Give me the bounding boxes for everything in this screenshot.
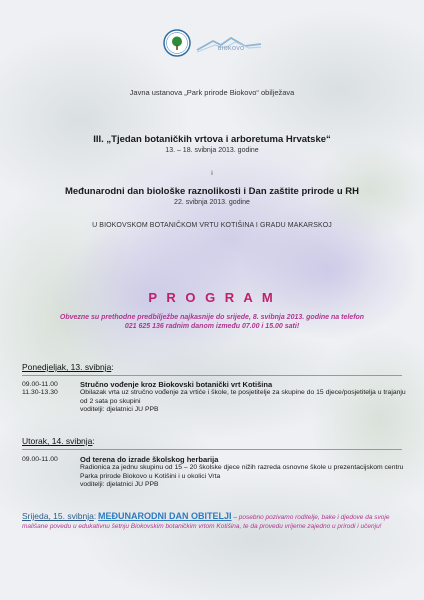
event1-title: III. „Tjedan botaničkih vrtova i arboretuma Hrvatske“ xyxy=(93,134,331,145)
notice-line-2: 021 625 136 radnim danom između 07.00 i 15.00 sati! xyxy=(124,323,300,330)
notice-line-1: Obvezne su prethodne predbilježbe najkasnije do srijede, 8. svibnja 2013. godine na telefon xyxy=(59,314,365,321)
divider xyxy=(22,449,402,450)
day-label-colon: : xyxy=(93,511,97,521)
day-heading-monday xyxy=(22,362,114,372)
activity-details xyxy=(80,381,410,415)
activity-description: Obilazak vrta uz stručno vođenje za vrtiće i škole, te posjetitelje za skupine do 15 djece/posjetitelja u trajanju od 2 sata po skupini xyxy=(80,389,406,405)
activity-leader: voditelji: djelatnici JU PPB xyxy=(80,481,159,489)
intro-line: Javna ustanova „Park prirode Biokovo“ obilježava xyxy=(129,88,295,97)
park-logo-icon xyxy=(162,28,192,58)
activity-title: Stručno vođenje kroz Biokovski botanički vrt Kotišina xyxy=(80,380,273,389)
day-label-colon: : xyxy=(111,362,114,372)
time-slot: 09.00-11.00 xyxy=(22,381,58,388)
logo-bar xyxy=(0,28,424,68)
biokovo-logo-text: BIOKOVO xyxy=(218,46,245,52)
family-day-highlight: MEĐUNARODNI DAN OBITELJI xyxy=(98,511,232,521)
time-slot: 11.30-13.30 xyxy=(22,389,58,397)
time-column xyxy=(22,381,78,398)
activity-leader: voditelji: djelatnici JU PPB xyxy=(80,406,159,414)
time-slot: 09.00-11.00 xyxy=(22,456,58,463)
venue-line: U BIOKOVSKOM BOTANIČKOM VRTU KOTIŠINA I GRADU MAKARSKOJ xyxy=(92,222,332,229)
day-label: Srijeda, 15. svibnja xyxy=(22,511,94,521)
activity-title: Od terena do izrade školskog herbarija xyxy=(80,455,219,464)
registration-notice xyxy=(0,313,424,331)
day-label-colon: : xyxy=(92,436,95,446)
divider xyxy=(22,375,402,376)
time-column xyxy=(22,456,78,464)
day-wednesday xyxy=(22,512,412,531)
activity-details xyxy=(80,456,410,490)
activity-description: Radionica za jednu skupinu od 15 – 20 školske djece nižih razreda osnovne škole u prezentacijskom centru Parka prirode Biokovo u Kotišini i u okolici Vrta xyxy=(80,464,404,480)
event2-title: Međunarodni dan biološke raznolikosti i Dan zaštite prirode u RH xyxy=(64,186,359,197)
family-day-description: – posebno pozivamo roditelje, bake i djedove da svoje mališane povedu u edukativnu šetnju Biokovskim botaničkim vrtom Kotišina, te da provedu vrijeme zajedno u prirodi i učenju! xyxy=(22,514,390,530)
program-heading: P R O G R A M xyxy=(148,290,276,305)
day-label: Utorak, 14. svibnja xyxy=(22,436,93,446)
day-heading-tuesday xyxy=(22,436,95,446)
conjunction: i xyxy=(211,170,213,177)
event2-date: 22. svibnja 2013. godine xyxy=(174,199,250,206)
event1-date: 13. – 18. svibnja 2013. godine xyxy=(165,147,259,154)
day-label: Ponedjeljak, 13. svibnja xyxy=(22,362,112,372)
